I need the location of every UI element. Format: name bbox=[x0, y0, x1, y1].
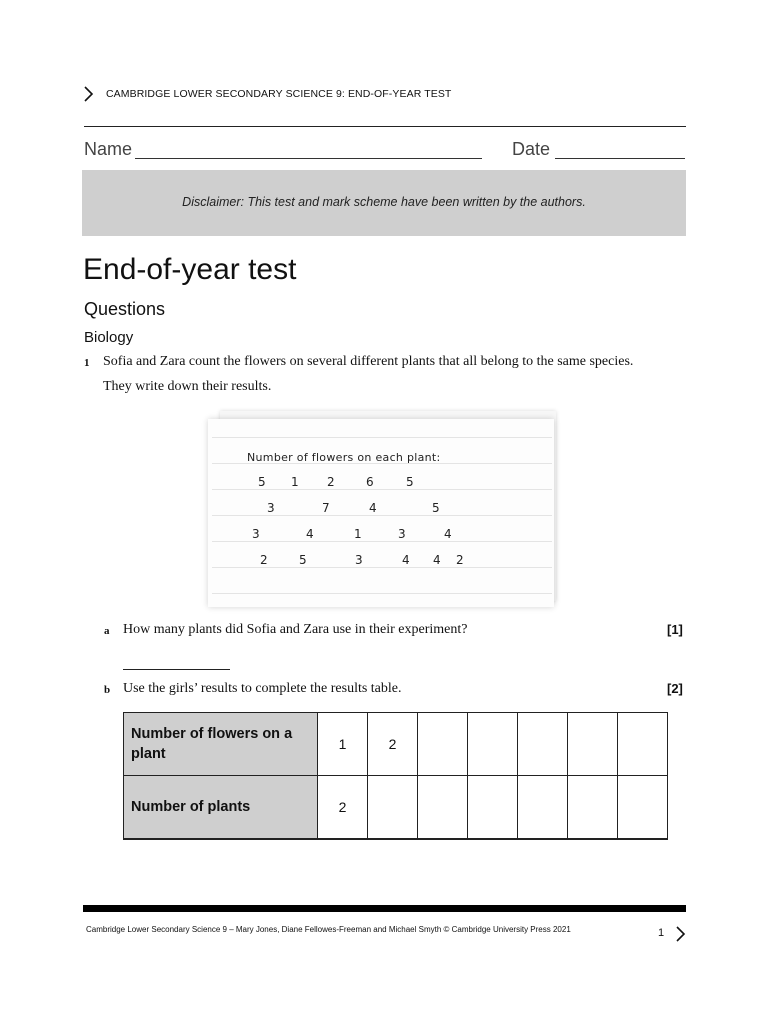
header-rule bbox=[84, 126, 686, 127]
part-b-letter: b bbox=[104, 684, 111, 696]
table-cell[interactable] bbox=[568, 776, 618, 840]
page-title: End-of-year test bbox=[83, 253, 297, 286]
page-number: 1 bbox=[658, 927, 665, 939]
handwritten-number: 4 bbox=[444, 527, 452, 541]
table-row bbox=[124, 713, 668, 776]
subsection-heading: Biology bbox=[84, 329, 134, 346]
handwritten-number: 3 bbox=[398, 527, 406, 541]
handwritten-number: 4 bbox=[369, 501, 377, 515]
notebook-heading: Number of flowers on each plant: bbox=[247, 451, 441, 464]
handwritten-number: 4 bbox=[402, 553, 410, 567]
handwritten-number: 2 bbox=[456, 553, 464, 567]
handwritten-number: 5 bbox=[299, 553, 307, 567]
date-label: Date bbox=[512, 139, 551, 159]
handwritten-number: 4 bbox=[433, 553, 441, 567]
handwritten-number: 4 bbox=[306, 527, 314, 541]
table-cell[interactable] bbox=[568, 713, 618, 776]
part-b-text: Use the girls’ results to complete the results table. bbox=[123, 681, 402, 696]
handwritten-number: 3 bbox=[267, 501, 275, 515]
handwritten-number: 1 bbox=[291, 475, 299, 489]
handwritten-number: 1 bbox=[354, 527, 362, 541]
table-cell[interactable] bbox=[518, 713, 568, 776]
table-cell[interactable]: 1 bbox=[318, 713, 368, 776]
section-heading: Questions bbox=[84, 299, 166, 319]
handwritten-number: 5 bbox=[258, 475, 266, 489]
handwritten-number: 5 bbox=[432, 501, 440, 515]
notebook-page bbox=[208, 419, 554, 607]
handwritten-number: 3 bbox=[355, 553, 363, 567]
name-field[interactable] bbox=[135, 158, 482, 159]
ruled-line bbox=[212, 489, 552, 490]
ruled-line bbox=[212, 567, 552, 568]
part-a-marks: [1] bbox=[667, 622, 683, 637]
row-header-plants: Number of plants bbox=[124, 776, 318, 840]
table-cell[interactable]: 2 bbox=[368, 713, 418, 776]
chevron-right-icon bbox=[80, 84, 98, 104]
table-cell[interactable] bbox=[368, 776, 418, 840]
handwritten-number: 2 bbox=[260, 553, 268, 567]
date-field[interactable] bbox=[555, 158, 685, 159]
table-cell[interactable]: 2 bbox=[318, 776, 368, 840]
row-header-flowers: Number of flowers on a plant bbox=[124, 713, 318, 776]
part-a-text: How many plants did Sofia and Zara use in their experiment? bbox=[123, 622, 468, 637]
table-cell[interactable] bbox=[468, 776, 518, 840]
chevron-right-icon[interactable] bbox=[673, 924, 687, 944]
handwritten-number: 5 bbox=[406, 475, 414, 489]
table-row bbox=[124, 776, 668, 840]
name-label: Name bbox=[84, 139, 133, 159]
handwritten-number: 7 bbox=[322, 501, 330, 515]
table-cell[interactable] bbox=[618, 776, 668, 840]
part-a-answer-line[interactable] bbox=[123, 669, 230, 670]
footer-credit: Cambridge Lower Secondary Science 9 – Mary Jones, Diane Fellowes-Freeman and Michael Smyth © Cambridge University Press 2021 bbox=[86, 925, 571, 934]
table-cell[interactable] bbox=[618, 713, 668, 776]
results-table bbox=[123, 712, 668, 840]
notebook-figure bbox=[204, 411, 556, 607]
handwritten-number: 6 bbox=[366, 475, 374, 489]
part-a-letter: a bbox=[104, 625, 110, 637]
question-number: 1 bbox=[84, 357, 90, 369]
handwritten-number: 3 bbox=[252, 527, 260, 541]
footer-bar bbox=[83, 905, 686, 912]
running-header: CAMBRIDGE LOWER SECONDARY SCIENCE 9: END-OF-YEAR TEST bbox=[106, 88, 452, 100]
ruled-line bbox=[212, 515, 552, 516]
handwritten-number: 2 bbox=[327, 475, 335, 489]
table-cell[interactable] bbox=[418, 713, 468, 776]
ruled-line bbox=[212, 541, 552, 542]
table-cell[interactable] bbox=[468, 713, 518, 776]
ruled-line bbox=[212, 593, 552, 594]
disclaimer-text: Disclaimer: This test and mark scheme have been written by the authors. bbox=[182, 195, 586, 209]
ruled-line bbox=[212, 437, 552, 438]
question-text-2: They write down their results. bbox=[103, 379, 272, 394]
part-b-marks: [2] bbox=[667, 681, 683, 696]
question-text: Sofia and Zara count the flowers on several different plants that all belong to the same species. bbox=[103, 354, 634, 369]
table-cell[interactable] bbox=[418, 776, 468, 840]
table-cell[interactable] bbox=[518, 776, 568, 840]
